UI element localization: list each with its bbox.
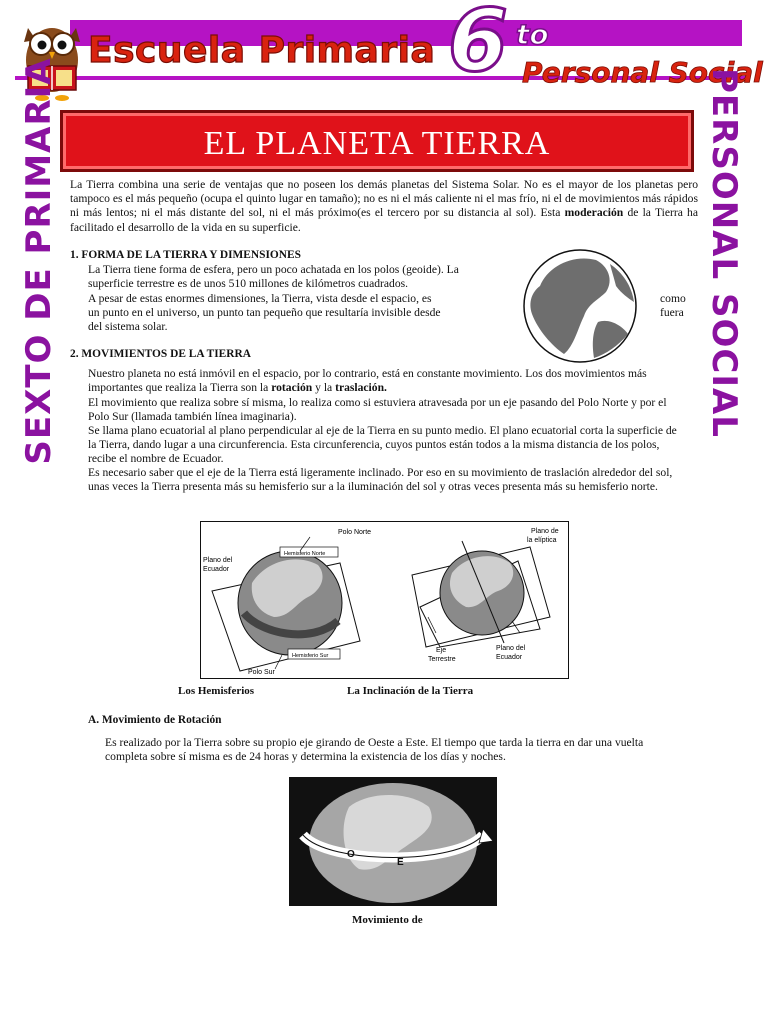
label-hemisferio-norte: Hemisferio Norte	[284, 551, 326, 557]
label-plano-eliptica-2: la elíptica	[527, 537, 557, 544]
section2-paragraph1: Nuestro planeta no está inmóvil en el espacio, por lo contrario, está en constante movimiento. Los dos movimientos más importantes que realiza la Tierra son la rotación y la traslación.	[88, 367, 647, 395]
subsectionA-heading: A. Movimiento de Rotación	[88, 714, 222, 726]
label-plano-ecuador-b1: Plano del	[496, 645, 526, 652]
section1-line1: La Tierra tiene forma de esfera, pero un poco achatada en los polos (geoide). La	[88, 263, 459, 276]
intro-paragraph: La Tierra combina una serie de ventajas que no poseen los demás planetas del Sistema Solar. No es el mayor de los planetas pero tampoco es el más pequeño (ocupa el quinto lugar en tamaño); no es ni el más caliente ni el mas frío, ni el de movimientos más rápidos ni más lentos; ni el más distante del sol, ni el más próximo(es el tercero por su distancia al sol). Esta moderación de la Tierra ha facilitado el desarrollo de la vida en su superficie.	[70, 178, 699, 234]
label-west: O	[347, 849, 355, 860]
grade-suffix: to	[516, 18, 549, 51]
grade-number: 6	[448, 0, 508, 91]
section1-line5: del sistema solar.	[88, 320, 168, 333]
section1-line4-end: fuera	[660, 306, 684, 319]
label-plano-ecuador-2: Ecuador	[203, 566, 230, 573]
section1-heading: 1. FORMA DE LA TIERRA Y DIMENSIONES	[70, 249, 301, 261]
section2-paragraph2: El movimiento que realiza sobre sí misma, lo realiza como si estuviera atravesada por un eje pasando del Polo Norte y por el Polo Sur (llamada también línea imaginaria).	[88, 396, 667, 424]
earth-rotation-figure	[289, 777, 497, 906]
side-label-left: SEXTO DE PRIMARIA	[19, 56, 59, 465]
side-label-right: PERSONAL SOCIAL	[704, 68, 744, 438]
globe-image	[518, 246, 644, 366]
label-plano-ecuador-b2: Ecuador	[496, 654, 523, 661]
page-title-box	[60, 110, 694, 172]
section1-line3-end: como	[660, 292, 686, 305]
label-plano-ecuador-1: Plano del	[203, 557, 233, 564]
label-hemisferio-sur: Hemisferio Sur	[292, 653, 329, 659]
label-polo-sur: Polo Sur	[248, 669, 275, 676]
label-polo-norte: Polo Norte	[338, 529, 372, 536]
school-name: Escuela Primaria	[88, 30, 436, 71]
earth-hemispheres-figure	[200, 521, 569, 679]
label-eje-2: Terrestre	[428, 656, 456, 663]
figure1-caption-left: Los Hemisferios	[178, 685, 255, 697]
section2-paragraph3: Se llama plano ecuatorial al plano perpendicular al eje de la Tierra en su punto medio. El plano ecuatorial corta la superficie de la Tierra, dando lugar a una circunferencia. Esta circunferencia, cuyos puntos están todos a la misma distancia de los polos, recibe el nombre de Ecuador.	[88, 424, 677, 466]
subsectionA-text: Es realizado por la Tierra sobre su propio eje girando de Oeste a Este. El tiempo que tarda la tierra en dar una vuelta completa sobre sí misma es de 24 horas y determina la existencia de los días y noches.	[105, 736, 644, 764]
section1-line3: A pesar de estas enormes dimensiones, la Tierra, vista desde el espacio, es	[88, 292, 432, 305]
section1-line2: superficie terrestre es de unos 510 millones de kilómetros cuadrados.	[88, 277, 409, 290]
label-eje-1: Eje	[436, 647, 447, 654]
section2-heading: 2. MOVIMIENTOS DE LA TIERRA	[70, 348, 251, 360]
subject-name: Personal Social	[522, 56, 763, 89]
section2-paragraph4: Es necesario saber que el eje de la Tierra está ligeramente inclinado. Por eso en su movimiento de traslación alrededor del sol, unas veces la Tierra presenta más su hemisferio sur a la iluminación del sol y otras veces presenta más su hemisferio norte.	[88, 466, 673, 494]
figure1-caption-right: La Inclinación de la Tierra	[347, 685, 474, 697]
section1-line4: un punto en el universo, un punto tan pequeño que resultaría invisible desde	[88, 306, 441, 319]
label-east: E	[397, 857, 404, 868]
label-plano-eliptica-1: Plano de	[531, 528, 559, 535]
page-title: EL PLANETA TIERRA	[203, 125, 551, 162]
figure2-caption: Movimiento de	[352, 914, 423, 926]
